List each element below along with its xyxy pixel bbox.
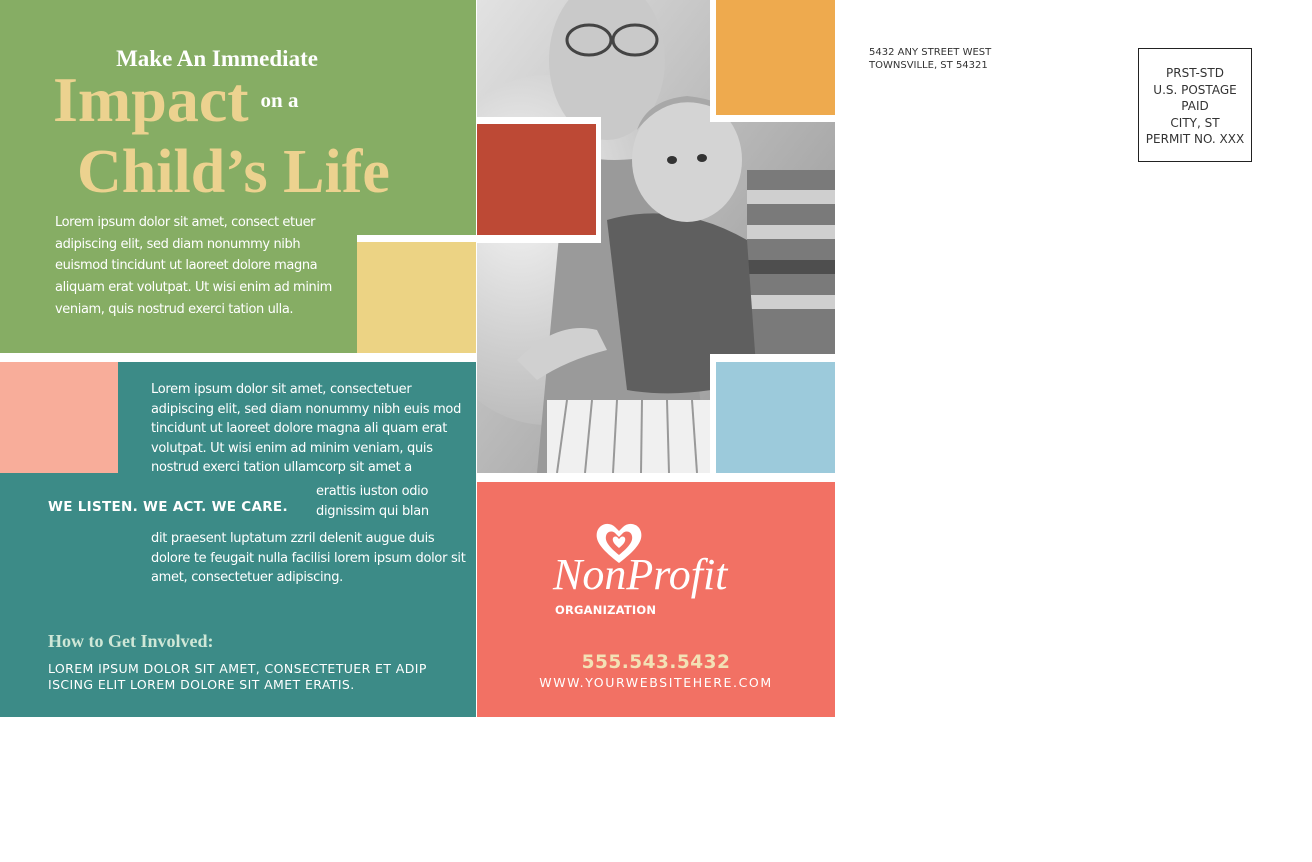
org-subtitle: ORGANIZATION: [555, 603, 657, 617]
red-square: [477, 124, 596, 235]
address-line-2: TOWNSVILLE, ST 54321: [869, 60, 988, 71]
postage-line: CITY, ST: [1170, 115, 1220, 130]
teal-paragraph-1: Lorem ipsum dolor sit amet, consectetuer adipiscing elit, sed diam nonummy nibh euis mod tincidunt ut laoreet dolore magna ali quam erat volutpat. Ut wisi enim ad minim veniam, quis nostrud exerci tation ullamcorp sit amet a: [151, 382, 462, 475]
how-to-get-involved-title: How to Get Involved:: [48, 631, 214, 651]
headline-impact: [53, 64, 299, 135]
teal-paragraph-2: erattis iuston odio dignissim qui blan: [316, 484, 429, 519]
return-address: [869, 46, 991, 72]
postage-line: PAID: [1181, 99, 1209, 113]
website-url: WWW.YOURWEBSITEHERE.COM: [539, 675, 773, 690]
headline-impact-word: Impact: [53, 64, 249, 135]
red-gap-bottom: [477, 235, 601, 243]
red-gap-top: [477, 117, 601, 124]
org-name: NonProfit: [553, 550, 728, 599]
green-paragraph: Lorem ipsum dolor sit amet, consect etuer adipiscing elit, sed diam nonummy nibh euismod tincidunt ut laoreet dolore magna aliquam erat volutpat. Ut wisi enim ad minim veniam, quis nostrud exerci tation ulla.: [55, 215, 332, 317]
blue-square: [716, 362, 835, 473]
address-line-1: 5432 ANY STREET WEST: [869, 47, 992, 58]
teal-paragraph-3: dit praesent luptatum zzril delenit augue duis dolore te feugait nulla facilisi lorem ipsum dolor sit amet, consectetuer adipiscing.: [151, 531, 466, 585]
white-gap-strip: [357, 235, 477, 242]
headline-on-a: on a: [260, 87, 299, 112]
headline-line1: Make An Immediate: [116, 46, 318, 71]
orange-square: [716, 0, 835, 115]
motto: WE LISTEN. WE ACT. WE CARE.: [48, 499, 288, 515]
yellow-square: [357, 242, 476, 353]
pink-square: [0, 362, 118, 473]
postage-line: PRST-STD: [1166, 66, 1224, 80]
how-to-get-involved-body: LOREM IPSUM DOLOR SIT AMET, CONSECTETUER ET ADIP ISCING ELIT LOREM DOLORE SIT AMET ERATIS.: [48, 661, 427, 692]
postage-line: U.S. POSTAGE: [1153, 82, 1237, 97]
headline-line3: Child’s Life: [77, 138, 390, 206]
postage-indicia: [1138, 48, 1252, 162]
red-gap-right: [596, 118, 601, 243]
postage-line: PERMIT NO. XXX: [1145, 132, 1245, 146]
phone-number: 555.543.5432: [581, 652, 731, 673]
